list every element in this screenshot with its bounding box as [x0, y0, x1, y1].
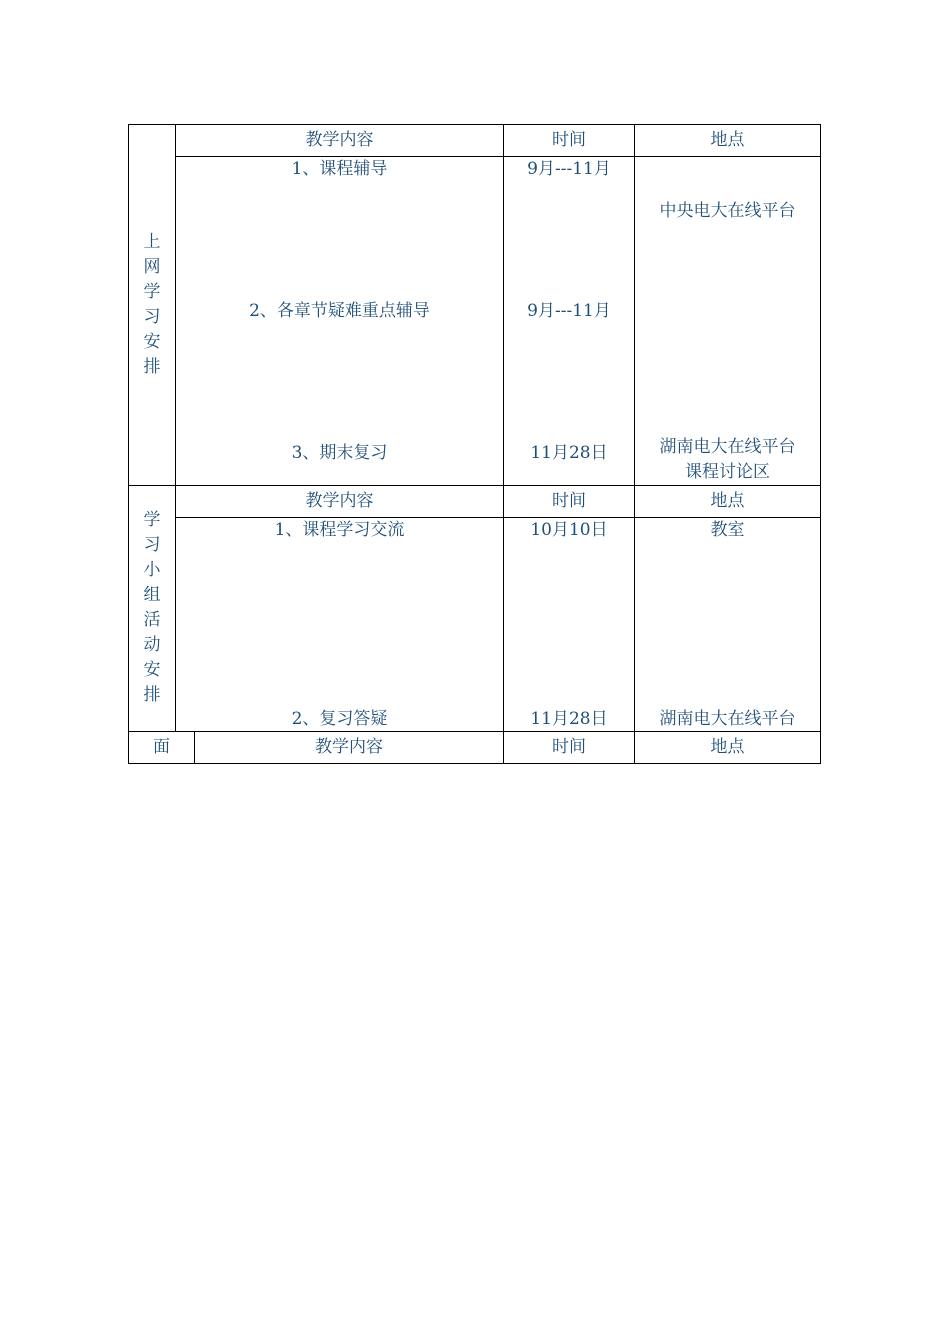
- table-row-place: 湖南电大在线平台: [659, 709, 796, 729]
- header-content: 教学内容: [315, 737, 383, 757]
- table-border-top: [128, 124, 821, 125]
- table-row-time: 10月10日: [530, 520, 608, 540]
- table-border-bottom: [128, 763, 821, 764]
- header-place: 地点: [710, 491, 745, 511]
- table-row-place: 湖南电大在线平台: [659, 437, 796, 457]
- table-row-content: 2、各章节疑难重点辅导: [249, 301, 430, 321]
- header-time: 时间: [552, 491, 586, 511]
- header-content: 教学内容: [305, 491, 374, 511]
- header-underline: [175, 517, 821, 518]
- table-row-place: 中央电大在线平台: [659, 201, 796, 221]
- header-time: 时间: [552, 737, 586, 757]
- table-row-time: 9月---11月: [527, 301, 611, 321]
- table-row-time: 11月28日: [530, 443, 608, 463]
- table-border-right: [820, 124, 821, 764]
- table-row-content: 2、复习答疑: [291, 709, 388, 729]
- header-underline: [175, 156, 821, 157]
- header-content: 教学内容: [305, 130, 374, 150]
- header-place: 地点: [710, 130, 745, 150]
- table-row-time: 11月28日: [530, 709, 608, 729]
- header-place: 地点: [710, 737, 745, 757]
- table-row-place: 课程讨论区: [685, 462, 770, 482]
- face-section-label: 面: [153, 737, 170, 757]
- online-section-label: 上 网 学 习 安 排: [143, 232, 161, 377]
- section-divider: [128, 731, 821, 732]
- group-section-label: 学 习 小 组 活 动 安 排: [143, 510, 161, 705]
- header-time: 时间: [552, 130, 586, 150]
- table-row-content: 1、课程学习交流: [274, 520, 405, 540]
- table-row-content: 1、课程辅导: [291, 159, 388, 179]
- table-row-content: 3、期末复习: [291, 443, 388, 463]
- table-row-time: 9月---11月: [527, 159, 611, 179]
- table-row-place: 教室: [710, 520, 745, 540]
- section-divider: [128, 485, 821, 486]
- label-column-divider: [175, 124, 176, 732]
